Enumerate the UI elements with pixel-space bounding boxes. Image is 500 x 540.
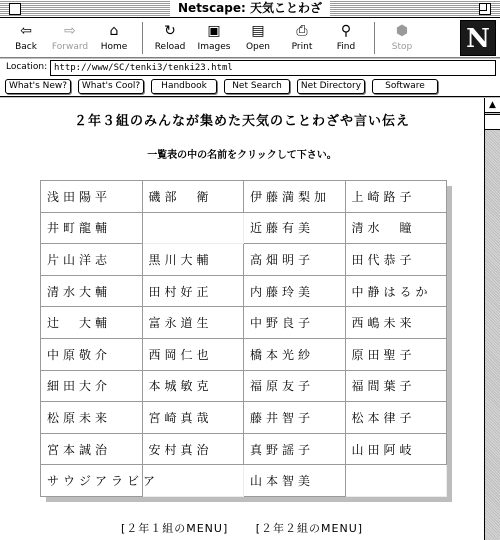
location-input[interactable]: http://www/SC/tenki3/tenki23.html [50, 60, 496, 76]
student-name-link[interactable]: 原田聖子 [345, 338, 447, 370]
student-name-link[interactable]: 中野良子 [244, 307, 346, 339]
student-name-link[interactable]: 細田大介 [41, 370, 143, 402]
home-icon: ⌂ [109, 23, 119, 39]
empty-cell [345, 465, 447, 497]
student-name-link[interactable]: 上崎路子 [345, 181, 447, 213]
location-bar [0, 59, 500, 77]
whats-new-button[interactable]: What's New? [5, 79, 71, 94]
student-name-link[interactable]: 清水 瞳 [345, 212, 447, 244]
table-row [41, 433, 447, 465]
title-bar[interactable] [0, 0, 500, 18]
location-label: Location: [6, 62, 48, 72]
class-1-menu-link[interactable]: [２年１組のMENU] [120, 522, 229, 535]
printer-icon: ⎙ [296, 23, 308, 39]
reload-icon: ↻ [164, 23, 176, 39]
close-box[interactable] [9, 3, 21, 15]
table-row [41, 465, 447, 497]
toolbar-divider [374, 22, 375, 54]
net-directory-button[interactable]: Net Directory [297, 79, 365, 94]
forward-arrow-icon: ⇨ [64, 23, 76, 39]
student-name-link[interactable]: 宮本誠治 [41, 433, 143, 465]
zoom-box[interactable] [479, 3, 491, 15]
empty-cell [142, 212, 244, 244]
student-name-link[interactable]: 西嶋未来 [345, 307, 447, 339]
stop-icon: ⬢ [395, 23, 409, 39]
net-search-button[interactable]: Net Search [224, 79, 290, 94]
page-instructions: 一覧表の中の名前をクリックして下さい。 [147, 150, 337, 161]
class-2-menu-link[interactable]: [２年２組のMENU] [255, 522, 364, 535]
netscape-logo[interactable]: N [460, 20, 496, 56]
print-button[interactable]: ⎙ Print [284, 21, 320, 55]
table-row [41, 338, 447, 370]
student-name-link[interactable]: 松原未来 [41, 402, 143, 434]
scroll-up-arrow-icon[interactable]: ▲ [485, 98, 500, 113]
images-icon: ▣ [207, 23, 221, 39]
student-name-link[interactable]: 真野謡子 [244, 433, 346, 465]
student-name-link[interactable]: 田代恭子 [345, 244, 447, 276]
names-table [40, 180, 447, 497]
student-name-link[interactable]: 田村好正 [142, 275, 244, 307]
page-title: ２年３組のみんなが集めた天気のことわざや言い伝え [73, 114, 410, 129]
student-name-link[interactable]: 山本智美 [244, 465, 346, 497]
student-name-link[interactable]: 黒川大輔 [142, 244, 244, 276]
toolbar [0, 18, 500, 58]
images-button[interactable]: ▣ Images [197, 23, 231, 52]
student-name-link[interactable]: 福原友子 [244, 370, 346, 402]
table-row [41, 402, 447, 434]
table-row [41, 275, 447, 307]
handbook-button[interactable]: Handbook [151, 79, 217, 94]
student-name-link[interactable]: 西岡仁也 [142, 338, 244, 370]
student-name-link[interactable]: 浅田陽平 [41, 181, 143, 213]
page-content [0, 98, 484, 540]
binoculars-icon: ⚲ [340, 23, 352, 39]
names-table-wrapper [40, 180, 446, 496]
open-button[interactable]: ▤ Open [240, 21, 276, 55]
reload-button[interactable]: ↻ Reload [152, 21, 188, 55]
student-name-link[interactable]: 井町龍輔 [41, 212, 143, 244]
student-name-link[interactable]: 清水大輔 [41, 275, 143, 307]
student-name-link[interactable]: 藤井智子 [244, 402, 346, 434]
student-name-link[interactable]: 福間葉子 [345, 370, 447, 402]
stop-button[interactable]: ⬢ Stop [384, 21, 420, 55]
student-name-link[interactable]: サウジアラビア [41, 465, 143, 497]
student-name-link[interactable]: 宮崎真哉 [142, 402, 244, 434]
toolbar-divider [142, 22, 143, 54]
forward-button[interactable]: ⇨ Forward [48, 21, 92, 55]
student-name-link[interactable]: 橋本光紗 [244, 338, 346, 370]
student-name-link[interactable]: 片山洋志 [41, 244, 143, 276]
student-name-link[interactable]: 本城敏克 [142, 370, 244, 402]
footer-links [0, 520, 484, 536]
find-button[interactable]: ⚲ Find [328, 21, 364, 55]
whats-cool-button[interactable]: What's Cool? [78, 79, 144, 94]
student-name-link[interactable]: 高畑明子 [244, 244, 346, 276]
student-name-link[interactable]: 松本律子 [345, 402, 447, 434]
student-name-link[interactable]: 中原敬介 [41, 338, 143, 370]
table-row [41, 181, 447, 213]
student-name-link[interactable]: 中静はるか [345, 275, 447, 307]
student-name-link[interactable]: 伊藤満梨加 [244, 181, 346, 213]
student-name-link[interactable]: 辻 大輔 [41, 307, 143, 339]
table-row [41, 370, 447, 402]
table-row [41, 307, 447, 339]
back-arrow-icon: ⇦ [20, 23, 32, 39]
student-name-link[interactable]: 富永道生 [142, 307, 244, 339]
student-name-link[interactable]: 内藤玲美 [244, 275, 346, 307]
student-name-link[interactable]: 山田阿岐 [345, 433, 447, 465]
directory-buttons [0, 77, 500, 97]
back-button[interactable]: ⇦ Back [8, 21, 44, 55]
student-name-link[interactable]: 近藤有美 [244, 212, 346, 244]
scroll-thumb[interactable] [485, 114, 500, 130]
open-icon: ▤ [251, 23, 265, 39]
home-button[interactable]: ⌂ Home [96, 21, 132, 55]
student-name-link[interactable]: 磯部 衛 [142, 181, 244, 213]
student-name-link[interactable]: 安村真治 [142, 433, 244, 465]
window-title: Netscape: 天気ことわざ [170, 0, 330, 17]
table-row [41, 244, 447, 276]
vertical-scrollbar[interactable] [484, 98, 500, 540]
software-button[interactable]: Software [372, 79, 438, 94]
table-row [41, 212, 447, 244]
